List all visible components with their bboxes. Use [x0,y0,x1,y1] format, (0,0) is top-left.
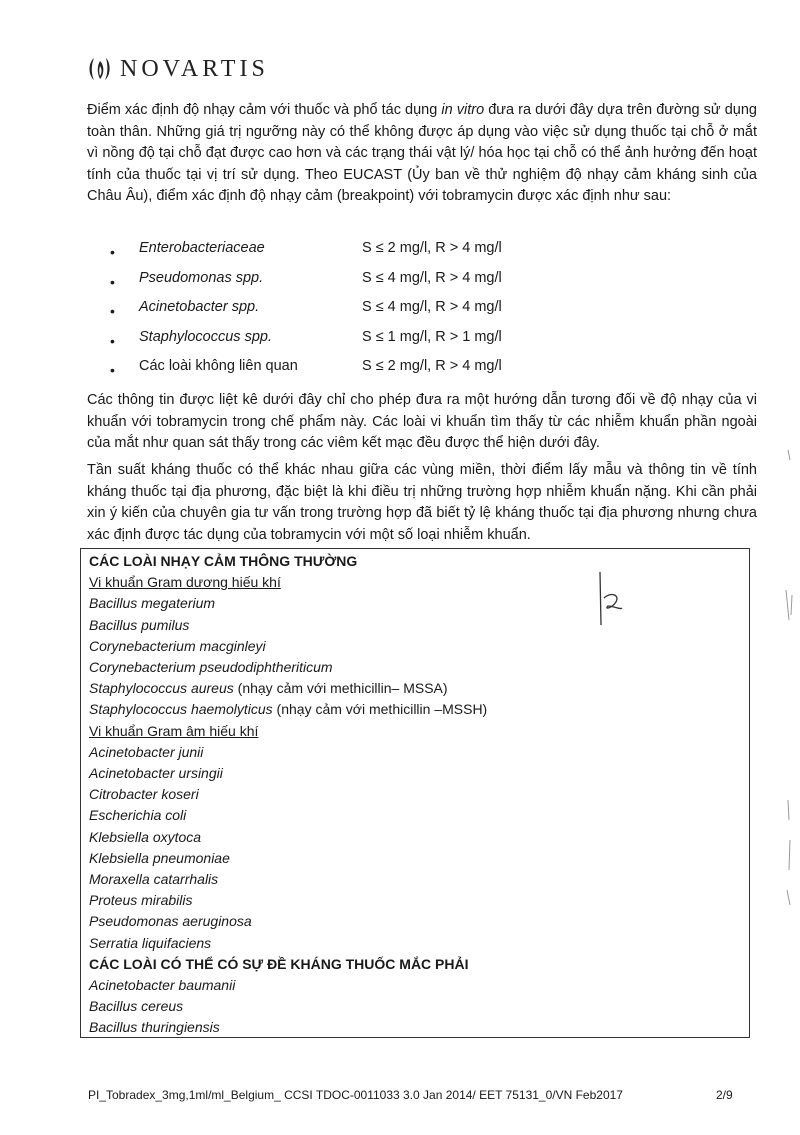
table-row: Acinetobacter junii [89,743,204,760]
bullet-icon: • [110,273,115,290]
resistance-paragraph: Tần suất kháng thuốc có thể khác nhau giữa các vùng miền, thời điểm lấy mẫu và thông tin về tính kháng thuốc tại địa phương, đặc biệt là khi điều trị những trường hợp nhiễm khuẩn nặng. Khi cần phải xin ý kiến của chuyên gia tư vấn trong trường hợp đã biết tỷ lệ kháng thuốc tại địa phương nhưng chưa xác định được tác dụng của tobramycin với một số loại nhiễm khuẩn. [87,462,757,543]
table-section-heading: CÁC LOÀI CÓ THỂ CÓ SỰ ĐỀ KHÁNG THUỐC MẮC PHẢI [89,955,469,972]
intro-text-1: Điểm xác định độ nhạy cảm với thuốc và phổ tác dụng [87,102,442,118]
breakpoint-item [110,240,710,270]
handwritten-initials [590,570,630,630]
breakpoint-organism: Pseudomonas spp. [139,269,264,286]
company-name: NOVARTIS [120,55,269,82]
table-group-heading: Vi khuẩn Gram âm hiếu khí [89,722,259,739]
intro-paragraph [87,100,757,208]
table-row: Serratia liquifaciens [89,934,212,951]
table-row: Citrobacter koseri [89,786,199,803]
breakpoint-organism: Acinetobacter spp. [139,299,260,315]
breakpoint-value: S ≤ 2 mg/l, R > 4 mg/l [362,358,502,374]
table-row: Proteus mirabilis [89,892,193,909]
bullet-icon: • [110,332,115,349]
novartis-logo [86,55,269,83]
bullet-icon: • [110,362,115,378]
table-row: Acinetobacter baumanii [89,977,236,994]
footer-doc-reference: PI_Tobradex_3mg,1ml/ml_Belgium_ CCSI TDOC-0011033 3.0 Jan 2014/ EET 75131_0/VN Feb2017 [88,1088,623,1102]
breakpoint-organism: Enterobacteriaceae [139,240,265,256]
table-row: Acinetobacter ursingii [89,765,223,782]
breakpoint-value: S ≤ 2 mg/l, R > 4 mg/l [362,240,502,256]
intro-text-2: đưa ra dưới đây dựa trên đường sử dụng toàn thân. Những giá trị ngưỡng này có thể không được áp dụng vào việc sử dụng thuốc tại chỗ ở mắt vì nồng độ tại chỗ đạt được cao hơn và các trạng thái vật lý/ hóa học tại chỗ có thể ảnh hưởng đến hoạt tính của thuốc tại vị trí sử dụng. Theo EUCAST (Ủy ban về thử nghiệm độ nhạy cảm kháng sinh của Châu Âu), điểm xác định độ nhạy cảm (breakpoint) với tobramycin được xác định như sau: [87,102,757,204]
breakpoint-item [110,358,710,388]
breakpoint-value: S ≤ 1 mg/l, R > 1 mg/l [362,328,502,345]
table-row [89,699,749,720]
breakpoint-item [110,299,710,329]
bullet-icon: • [110,303,115,319]
table-row: Klebsiella pneumoniae [89,849,230,866]
organism-name: Staphylococcus aureus [89,680,234,697]
breakpoint-organism: Các loài không liên quan [139,358,298,374]
table-row: Bacillus cereus [89,998,184,1015]
margin-scan-marks [780,440,798,910]
intro-italic: in vitro [441,102,485,118]
page-number: 2/9 [716,1088,733,1102]
table-section-heading: CÁC LOÀI NHẠY CẢM THÔNG THƯỜNG [89,553,358,569]
table-row: Bacillus pumilus [89,616,190,633]
bullet-icon: • [110,244,115,260]
susceptibility-table [80,548,750,1038]
breakpoint-item [110,329,710,359]
table-row: Corynebacterium pseudodiphtheriticum [89,659,333,676]
organism-name: Staphylococcus haemolyticus [89,701,273,718]
table-row: Klebsiella oxytoca [89,828,202,845]
novartis-flame-icon [86,55,112,83]
table-row [89,678,749,699]
breakpoint-value: S ≤ 4 mg/l, R > 4 mg/l [362,299,502,315]
table-row: Bacillus thuringiensis [89,1019,220,1036]
table-group-heading: Vi khuẩn Gram dương hiếu khí [89,574,281,591]
breakpoint-list [110,240,710,388]
breakpoint-organism: Staphylococcus spp. [139,328,272,345]
table-row: Moraxella catarrhalis [89,871,219,888]
organism-note: (nhạy cảm với methicillin –MSSH) [272,701,488,718]
guidance-paragraph: Các thông tin được liệt kê dưới đây chỉ cho phép đưa ra một hướng dẫn tương đối về độ nhạy của vi khuẩn với tobramycin trong chế phẩm này. Các loài vi khuẩn tìm thấy từ các nhiễm khuẩn phần ngoài của mắt như quan sát thấy trong các viêm kết mạc đều được thể hiện dưới đây. [87,392,757,451]
table-row: Escherichia coli [89,807,187,824]
breakpoint-value: S ≤ 4 mg/l, R > 4 mg/l [362,269,502,286]
table-row: Corynebacterium macginleyi [89,637,266,654]
table-row: Pseudomonas aeruginosa [89,913,252,930]
breakpoint-item [110,270,710,300]
table-row: Bacillus megaterium [89,595,216,612]
organism-note: (nhạy cảm với methicillin– MSSA) [233,680,448,697]
